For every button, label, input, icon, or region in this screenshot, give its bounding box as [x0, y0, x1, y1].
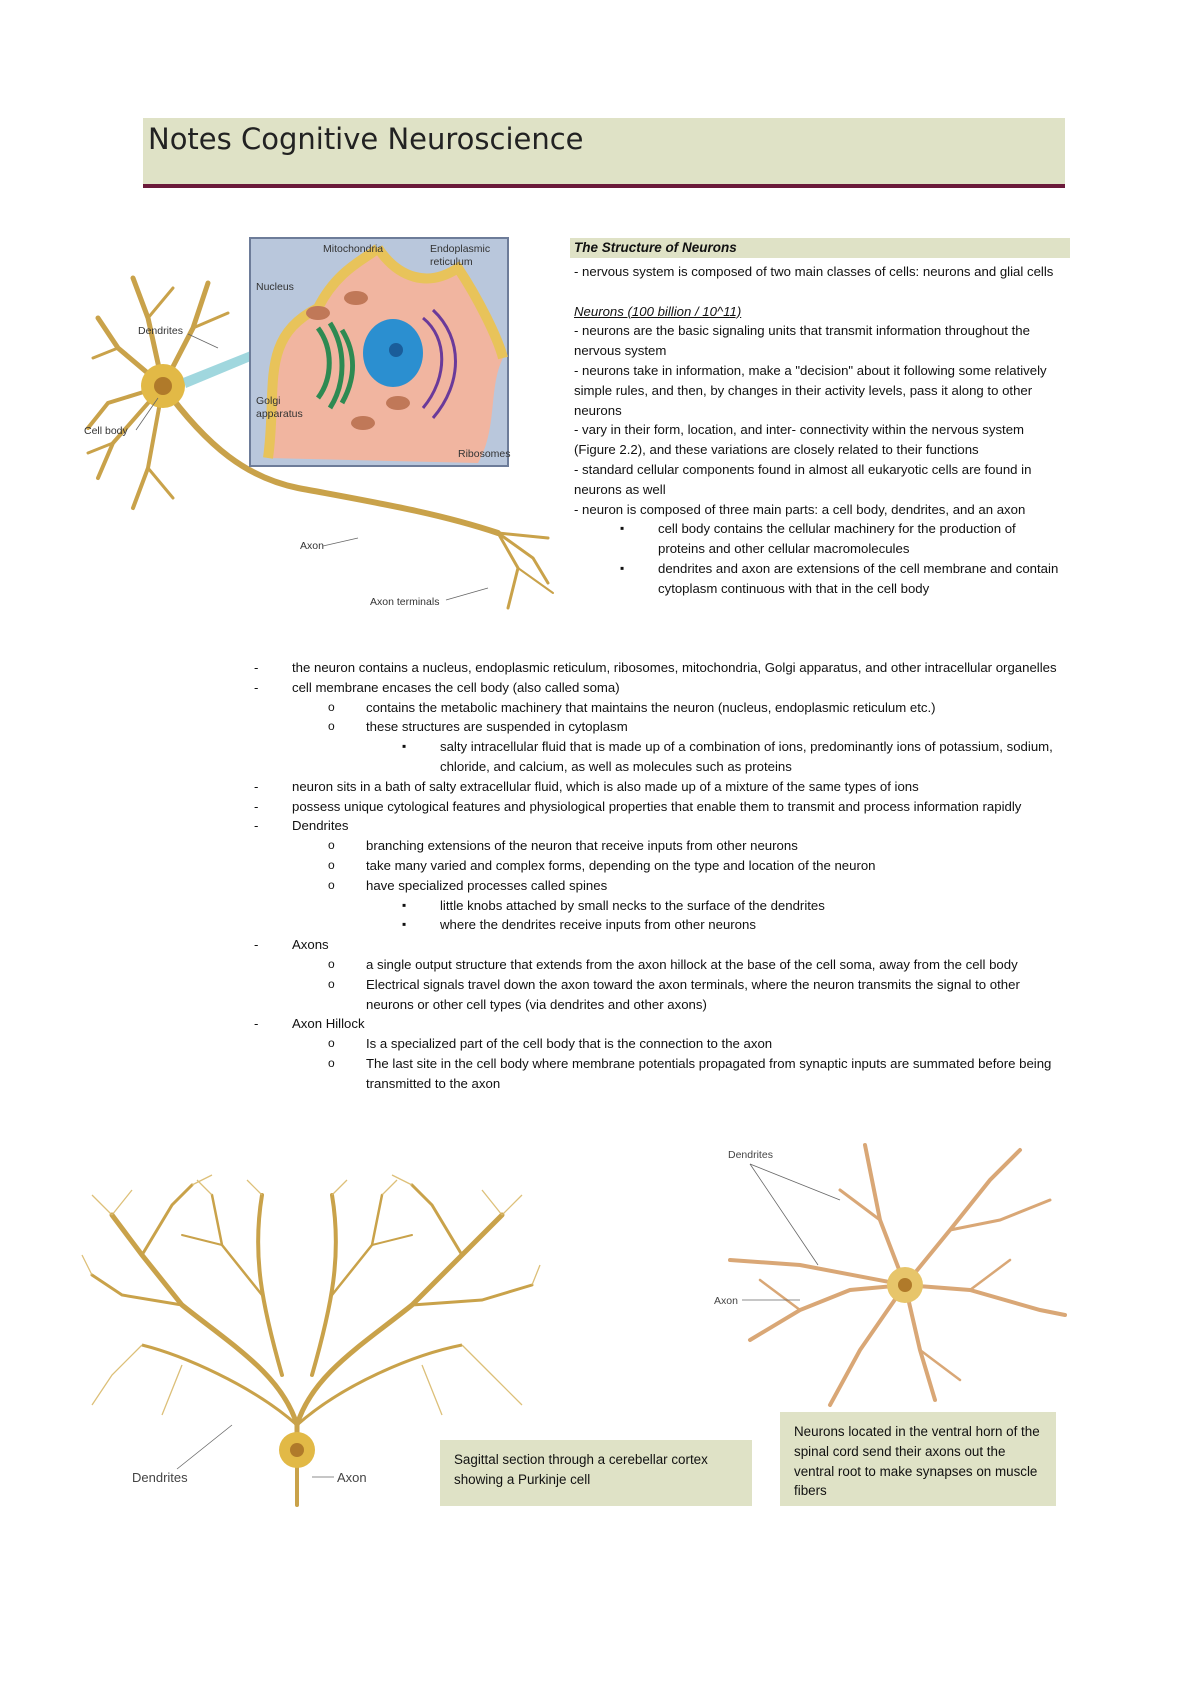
- list-item: - the neuron contains a nucleus, endoplasmic reticulum, ribosomes, mitochondria, Golgi apparatus, and other intracellular organelles: [250, 658, 1070, 678]
- list-item: ▪ little knobs attached by small necks to the surface of the dendrites: [250, 896, 1070, 916]
- label-golgi: Golgi: [256, 395, 281, 407]
- list-item: o have specialized processes called spines: [250, 876, 1070, 896]
- subpoint-1: ▪ cell body contains the cellular machinery for the production of proteins and other cellular macromolecules: [574, 519, 1064, 559]
- label-reticulum: reticulum: [430, 256, 473, 268]
- list-item: - cell membrane encases the cell body (also called soma): [250, 678, 1070, 698]
- list-item: o Electrical signals travel down the axon toward the axon terminals, where the neuron transmits the signal to other neurons or other cell types (via dendrites and other axons): [250, 975, 1070, 1015]
- list-item: o Is a specialized part of the cell body that is the connection to the axon: [250, 1034, 1070, 1054]
- point-2: - neurons take in information, make a "decision" about it following some relatively simple rules, and then, by changes in their activity levels, pass it along to other neurons: [574, 362, 1047, 418]
- point-4: - standard cellular components found in almost all eukaryotic cells are found in neurons as well: [574, 461, 1032, 497]
- list-item: ▪ where the dendrites receive inputs from other neurons: [250, 915, 1070, 935]
- list-item: o contains the metabolic machinery that maintains the neuron (nucleus, endoplasmic reticulum etc.): [250, 698, 1070, 718]
- label-axon-terminals: Axon terminals: [370, 596, 440, 608]
- list-item: o The last site in the cell body where membrane potentials propagated from synaptic inputs are summated before being transmitted to the axon: [250, 1054, 1070, 1094]
- main-notes-list: [250, 658, 1070, 1094]
- label-mitochondria: Mitochondria: [323, 243, 384, 255]
- motor-label-dendrites: Dendrites: [728, 1149, 773, 1161]
- list-item: o a single output structure that extends from the axon hillock at the base of the cell soma, away from the cell body: [250, 955, 1070, 975]
- neuron-structure-figure: [78, 238, 568, 638]
- purkinje-label-axon: Axon: [337, 1470, 367, 1485]
- motor-neuron-caption: Neurons located in the ventral horn of the spinal cord send their axons out the ventral root to make synapses on muscle fibers: [780, 1412, 1056, 1506]
- label-axon: Axon: [300, 540, 324, 552]
- label-endoplasmic: Endoplasmic: [430, 243, 491, 255]
- point-3: - vary in their form, location, and inter- connectivity within the nervous system (Figure 2.2), and these variations are closely related to their functions: [574, 422, 1025, 458]
- motor-neuron-figure: [714, 1140, 1070, 1410]
- section-heading: The Structure of Neurons: [570, 238, 1070, 258]
- subpoint-2: ▪ dendrites and axon are extensions of the cell membrane and contain cytoplasm continuous with that in the cell body: [574, 559, 1064, 599]
- point-1: - neurons are the basic signaling units that transmit information throughout the nervous system: [574, 323, 1030, 359]
- list-item: o branching extensions of the neuron that receive inputs from other neurons: [250, 836, 1070, 856]
- list-item: o take many varied and complex forms, depending on the type and location of the neuron: [250, 856, 1070, 876]
- list-item: - Axon Hillock: [250, 1014, 1070, 1034]
- neurons-subheading: Neurons (100 billion / 10^11): [574, 303, 742, 319]
- intro-text: - nervous system is composed of two main classes of cells: neurons and glial cells: [574, 264, 1054, 279]
- label-ribosomes: Ribosomes: [458, 448, 511, 460]
- page-title: Notes Cognitive Neuroscience: [148, 122, 584, 156]
- purkinje-label-dendrites: Dendrites: [132, 1470, 188, 1485]
- list-item: ▪ salty intracellular fluid that is made up of a combination of ions, predominantly ions of potassium, sodium, chloride, and calcium, as well as molecules such as proteins: [250, 737, 1070, 777]
- motor-label-axon: Axon: [714, 1295, 738, 1307]
- purkinje-caption: Sagittal section through a cerebellar cortex showing a Purkinje cell: [440, 1440, 752, 1506]
- list-item: - Axons: [250, 935, 1070, 955]
- label-apparatus: apparatus: [256, 408, 303, 420]
- label-dendrites: Dendrites: [138, 325, 183, 337]
- label-nucleus: Nucleus: [256, 281, 294, 293]
- list-item: o these structures are suspended in cytoplasm: [250, 717, 1070, 737]
- point-5: - neuron is composed of three main parts: a cell body, dendrites, and an axon: [574, 501, 1026, 517]
- list-item: - Dendrites: [250, 816, 1070, 836]
- title-divider: [143, 184, 1065, 188]
- list-item: - possess unique cytological features and physiological properties that enable them to transmit and process information rapidly: [250, 797, 1070, 817]
- label-cell-body: Cell body: [84, 425, 128, 437]
- section-body: [574, 262, 1064, 599]
- list-item: - neuron sits in a bath of salty extracellular fluid, which is also made up of a mixture of the same types of ions: [250, 777, 1070, 797]
